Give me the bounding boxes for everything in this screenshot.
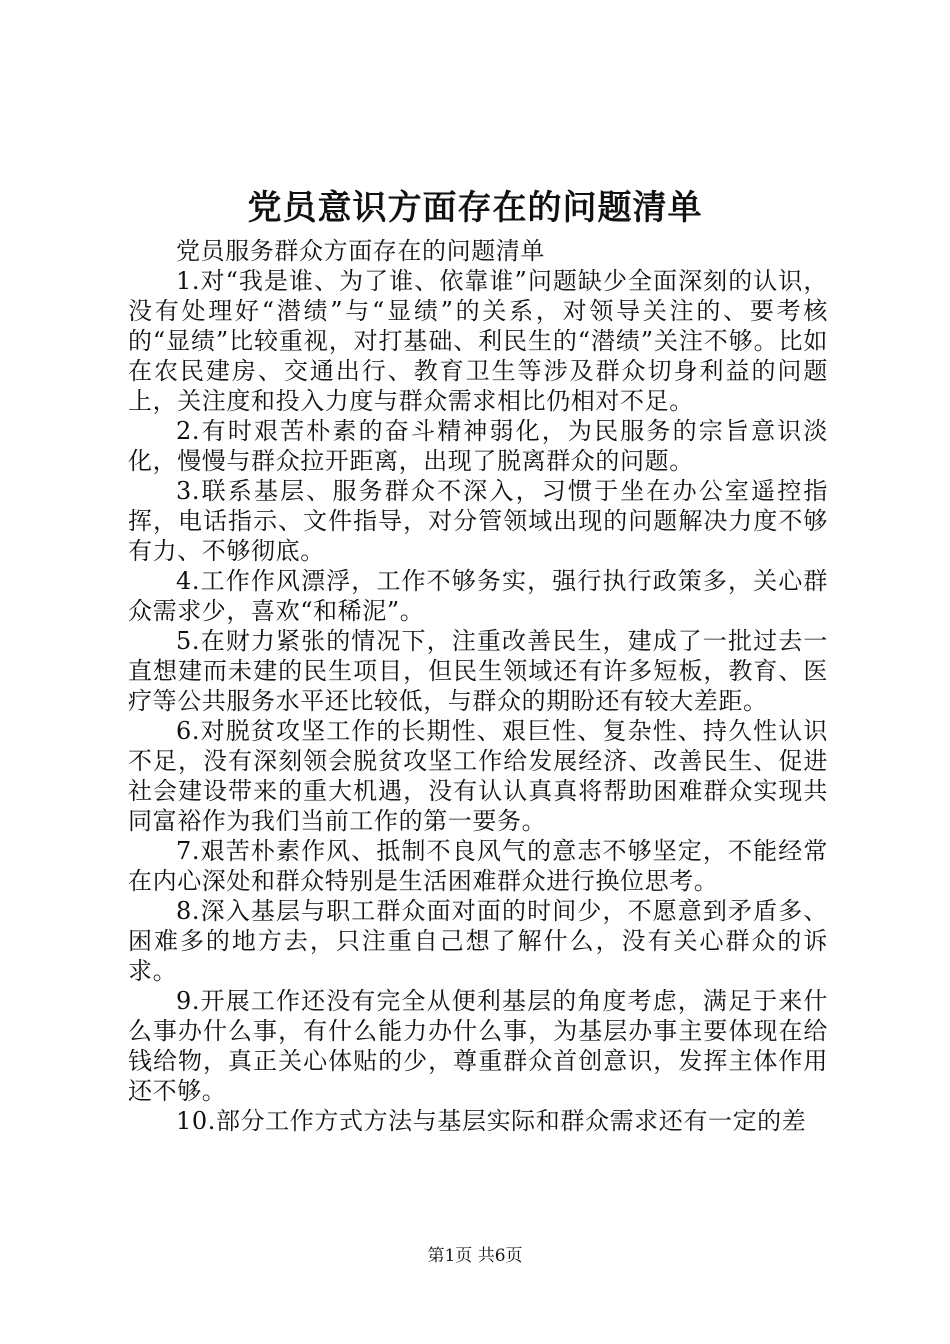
paragraph-5: 5.在财力紧张的情况下，注重改善民生，建成了一批过去一直想建而未建的民生项目，但民生领域还有许多短板，教育、医疗等公共服务水平还比较低，与群众的期盼还有较大差距。 (128, 627, 828, 715)
paragraph-10: 10.部分工作方式方法与基层实际和群众需求还有一定的差 (176, 1107, 807, 1135)
paragraph-8: 8.深入基层与职工群众面对面的时间少，不愿意到矛盾多、困难多的地方去，只注重自己想了解什么，没有关心群众的诉求。 (128, 897, 828, 985)
document-title: 党员意识方面存在的问题清单 (247, 188, 703, 228)
document-body (128, 236, 828, 1136)
paragraph-9: 9.开展工作还没有完全从便利基层的角度考虑，满足于来什么事办什么事，有什么能力办什么事，为基层办事主要体现在给钱给物，真正关心体贴的少，尊重群众首创意识，发挥主体作用还不够。 (128, 987, 828, 1105)
page-footer: 第1页 共6页 (427, 1246, 523, 1266)
paragraph-2: 2.有时艰苦朴素的奋斗精神弱化，为民服务的宗旨意识淡化，慢慢与群众拉开距离，出现了脱离群众的问题。 (128, 417, 828, 475)
paragraph-4: 4.工作作风漂浮，工作不够务实，强行执行政策多，关心群众需求少，喜欢“和稀泥”。 (128, 567, 828, 625)
paragraph-7: 7.艰苦朴素作风、抵制不良风气的意志不够坚定，不能经常在内心深处和群众特别是生活困难群众进行换位思考。 (128, 837, 828, 895)
paragraph-6: 6.对脱贫攻坚工作的长期性、艰巨性、复杂性、持久性认识不足，没有深刻领会脱贫攻坚工作给发展经济、改善民生、促进社会建设带来的重大机遇，没有认认真真将帮助困难群众实现共同富裕作为我们当前工作的第一要务。 (128, 717, 828, 835)
document-subtitle: 党员服务群众方面存在的问题清单 (176, 237, 545, 265)
paragraph-3: 3.联系基层、服务群众不深入，习惯于坐在办公室遥控指挥，电话指示、文件指导，对分管领域出现的问题解决力度不够有力、不够彻底。 (128, 477, 828, 565)
paragraph-1: 1.对“我是谁、为了谁、依靠谁”问题缺少全面深刻的认识，没有处理好“潜绩”与“显绩”的关系，对领导关注的、要考核的“显绩”比较重视，对打基础、利民生的“潜绩”关注不够。比如在农民建房、交通出行、教育卫生等涉及群众切身利益的问题上，关注度和投入力度与群众需求相比仍相对不足。 (128, 267, 828, 415)
